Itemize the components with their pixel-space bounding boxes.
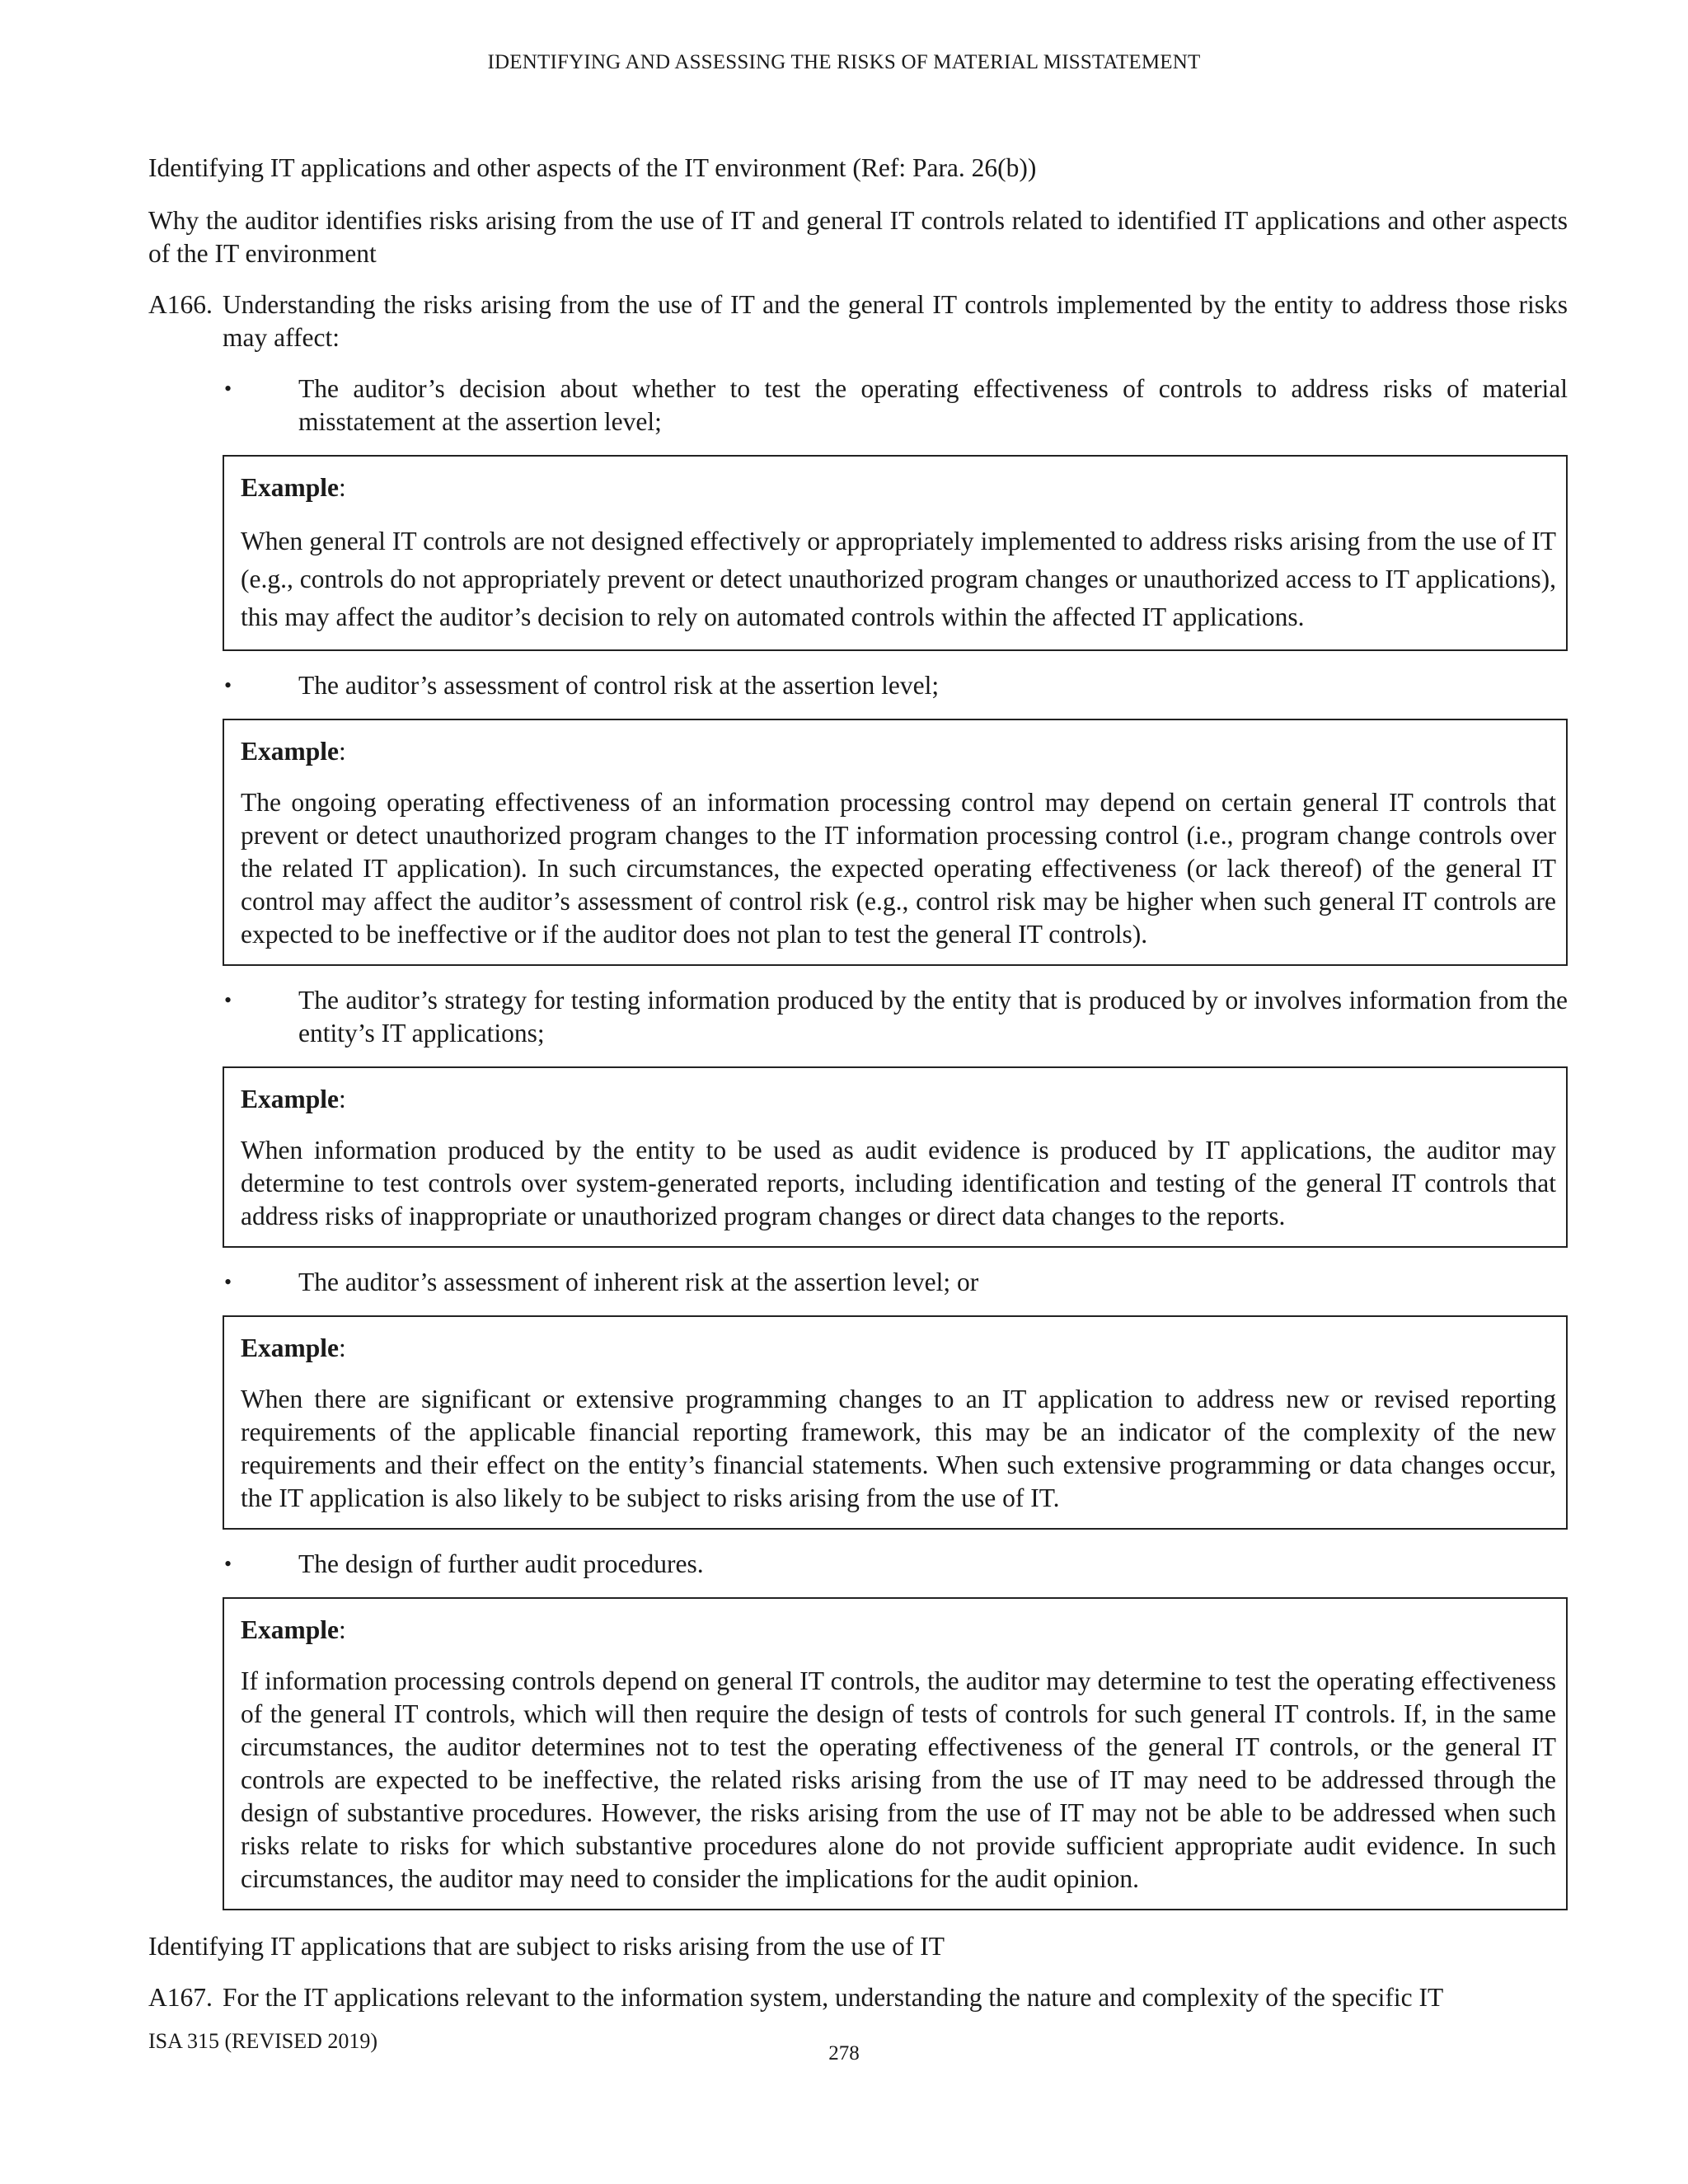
example-text: The ongoing operating effectiveness of an information processing control may depend on certain general IT controls that prevent or detect unauthorized program changes to the IT information processing control (i.e., program change controls over the related IT application). In such circumstances, the expected operating effectiveness (or lack thereof) of the general IT control may affect the auditor’s assessment of control risk (e.g., control risk may be higher when such general IT controls are expected to be ineffective or if the auditor does not plan to test the general IT controls).: [241, 788, 1556, 949]
example-box: [223, 455, 1568, 651]
paragraph-number: A166.: [148, 290, 213, 319]
example-box: [223, 1066, 1568, 1248]
page-number: 278: [828, 2042, 860, 2064]
bullet-marker: •: [224, 988, 232, 1012]
example-colon: :: [339, 1333, 346, 1362]
bullet-item: [223, 1266, 1568, 1299]
footer-standard-name: ISA 315 (REVISED 2019): [148, 2029, 378, 2053]
example-heading: [241, 471, 1556, 504]
example-box: [223, 1597, 1568, 1910]
paragraph-text: For the IT applications relevant to the information system, understanding the nature and complexity of the specific IT: [223, 1983, 1444, 2012]
bullet-marker: •: [224, 1270, 232, 1294]
example-text: When general IT controls are not designed effectively or appropriately implemented to address risks arising from the use of IT (e.g., controls do not appropriately prevent or detect unauthorized program changes or unauthorized access to IT applications), this may affect the auditor’s decision to rely on automated controls within the affected IT applications.: [241, 527, 1556, 631]
bullet-item: [223, 1548, 1568, 1581]
example-colon: :: [339, 473, 346, 502]
example-label: Example: [241, 1085, 340, 1113]
example-heading: [241, 1332, 1556, 1365]
running-header: IDENTIFYING AND ASSESSING THE RISKS OF MATERIAL MISSTATEMENT: [487, 51, 1201, 73]
bullet-marker: •: [224, 673, 232, 697]
bullet-text: The auditor’s assessment of inherent risk at the assertion level; or: [298, 1268, 979, 1296]
paragraph-number: A167.: [148, 1983, 213, 2012]
bullet-marker: •: [224, 377, 232, 401]
example-heading: [241, 1083, 1556, 1116]
bullet-text: The auditor’s decision about whether to test the operating effectiveness of controls to address risks of material misstatement at the assertion level;: [298, 374, 1568, 436]
example-heading: [241, 735, 1556, 768]
example-label: Example: [241, 473, 340, 502]
paragraph-a167: [148, 1981, 1568, 2014]
example-label: Example: [241, 1615, 340, 1644]
paragraph-a166: [148, 288, 1568, 354]
example-box: [223, 1315, 1568, 1530]
page-content: [148, 148, 1568, 2014]
bullet-marker: •: [224, 1552, 232, 1576]
example-colon: :: [339, 1615, 346, 1644]
bullet-item: [223, 373, 1568, 438]
example-label: Example: [241, 737, 340, 766]
example-text: When there are significant or extensive programming changes to an IT application to address new or revised reporting requirements of the applicable financial reporting framework, this may be an indicator of the complexity of the new requirements and their effect on the entity’s financial statements. When such extensive programming or data changes occur, the IT application is also likely to be subject to risks arising from the use of IT.: [241, 1385, 1556, 1512]
bullet-item: [223, 984, 1568, 1050]
paragraph-text: Understanding the risks arising from the use of IT and the general IT controls implemented by the entity to address those risks may affect:: [223, 290, 1568, 352]
subsection-heading: Why the auditor identifies risks arising from the use of IT and general IT controls related to identified IT applications and other aspects of the IT environment: [148, 206, 1568, 268]
example-colon: :: [339, 737, 346, 766]
example-colon: :: [339, 1085, 346, 1113]
example-box: [223, 719, 1568, 966]
bullet-text: The auditor’s strategy for testing information produced by the entity that is produced by or involves information from the entity’s IT applications;: [298, 986, 1568, 1047]
subsection-heading: Identifying IT applications that are subject to risks arising from the use of IT: [148, 1932, 945, 1961]
example-text: If information processing controls depend on general IT controls, the auditor may determine to test the operating effectiveness of the general IT controls, which will then require the design of tests of controls for such general IT controls. If, in the same circumstances, the auditor determines not to test the operating effectiveness of the general IT controls, or the general IT controls are expected to be ineffective, the related risks arising from the use of IT may need to be addressed through the design of substantive procedures. However, the risks arising from the use of IT may not be able to be addressed when such risks relate to risks for which substantive procedures alone do not provide sufficient appropriate audit evidence. In such circumstances, the auditor may need to consider the implications for the audit opinion.: [241, 1666, 1556, 1893]
example-heading: [241, 1614, 1556, 1647]
bullet-text: The design of further audit procedures.: [298, 1549, 704, 1578]
bullet-text: The auditor’s assessment of control risk at the assertion level;: [298, 671, 940, 700]
section-heading: Identifying IT applications and other aspects of the IT environment (Ref: Para. 26(b)): [148, 153, 1037, 182]
example-label: Example: [241, 1333, 340, 1362]
bullet-item: [223, 669, 1568, 702]
example-text: When information produced by the entity to be used as audit evidence is produced by IT applications, the auditor may determine to test controls over system-generated reports, including identification and testing of the general IT controls that address risks of inappropriate or unauthorized program changes or direct data changes to the reports.: [241, 1136, 1556, 1230]
